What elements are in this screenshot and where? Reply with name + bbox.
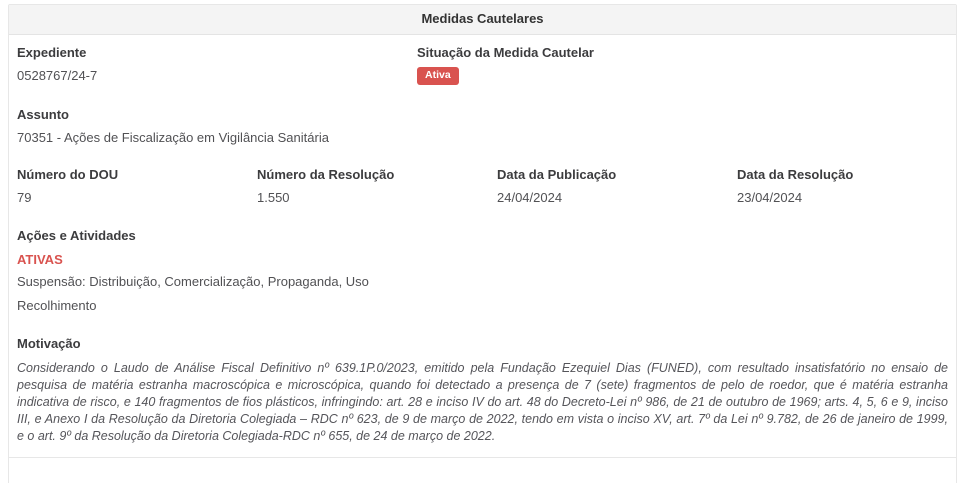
panel-body: [9, 35, 956, 457]
panel-title: Medidas Cautelares: [421, 11, 544, 26]
expediente-value: 0528767/24-7: [17, 67, 98, 83]
data-resolucao-value: 23/04/2024: [737, 189, 803, 205]
acoes-atividades-status: ATIVAS: [17, 252, 63, 268]
data-publicacao-label: Data da Publicação: [497, 167, 617, 183]
acao-suspensao-line: Suspensão: Distribuição, Comercialização, Propaganda, Uso: [17, 274, 369, 290]
numero-dou-value: 79: [17, 189, 32, 205]
numero-dou-field: [17, 167, 257, 205]
data-resolucao-field: [737, 167, 948, 205]
medidas-cautelares-panel: [8, 4, 957, 483]
panel-heading: [9, 5, 956, 35]
row-expediente-situacao: [17, 45, 948, 85]
acao-recolhimento-line: Recolhimento: [17, 297, 97, 313]
acoes-atividades-field: [17, 228, 948, 315]
expediente-field: [17, 45, 417, 85]
assunto-label: Assunto: [17, 107, 69, 123]
data-resolucao-label: Data da Resolução: [737, 167, 854, 183]
numero-resolucao-label: Número da Resolução: [257, 167, 395, 183]
data-publicacao-value: 24/04/2024: [497, 189, 563, 205]
assunto-field: [17, 107, 948, 145]
motivacao-text: Considerando o Laudo de Análise Fiscal Definitivo nº 639.1P.0/2023, emitido pela Fundação Ezequiel Dias (FUNED), com resultado insatisfatório no ensaio de pesquisa de matéria estranha macroscópica e microscópica, quando foi detectado a presença de 7 (sete) fragmentos de pelo de roedor, que é matéria estranha indicativa de risco, e 140 fragmentos de fios plásticos, infringindo: art. 28 e inciso IV do art. 48 do Decreto-Lei nº 986, de 21 de outubro de 1969; arts. 4, 5, 6 e 9, inciso III, e Anexo I da Resolução da Diretoria Colegiada – RDC nº 623, de 9 de março de 2022, tendo em vista o inciso XV, art. 7º da Lei nº 9.782, de 26 de janeiro de 1999, e o art. 9º da Resolução da Diretoria Colegiada-RDC nº 655, de 24 de março de 2022.: [17, 360, 948, 443]
situacao-field: [417, 45, 948, 85]
situacao-label: Situação da Medida Cautelar: [417, 45, 594, 60]
data-publicacao-field: [497, 167, 737, 205]
row-dou-resolucao-datas: [17, 167, 948, 205]
assunto-value: 70351 - Ações de Fiscalização em Vigilância Sanitária: [17, 129, 329, 145]
acoes-atividades-label: Ações e Atividades: [17, 227, 136, 243]
numero-dou-label: Número do DOU: [17, 167, 119, 183]
empty-section: [9, 458, 956, 483]
situacao-badge: Ativa: [417, 67, 459, 86]
motivacao-field: [17, 336, 948, 445]
motivacao-label: Motivação: [17, 336, 81, 352]
numero-resolucao-field: [257, 167, 497, 205]
numero-resolucao-value: 1.550: [257, 189, 290, 205]
expediente-label: Expediente: [17, 45, 87, 60]
